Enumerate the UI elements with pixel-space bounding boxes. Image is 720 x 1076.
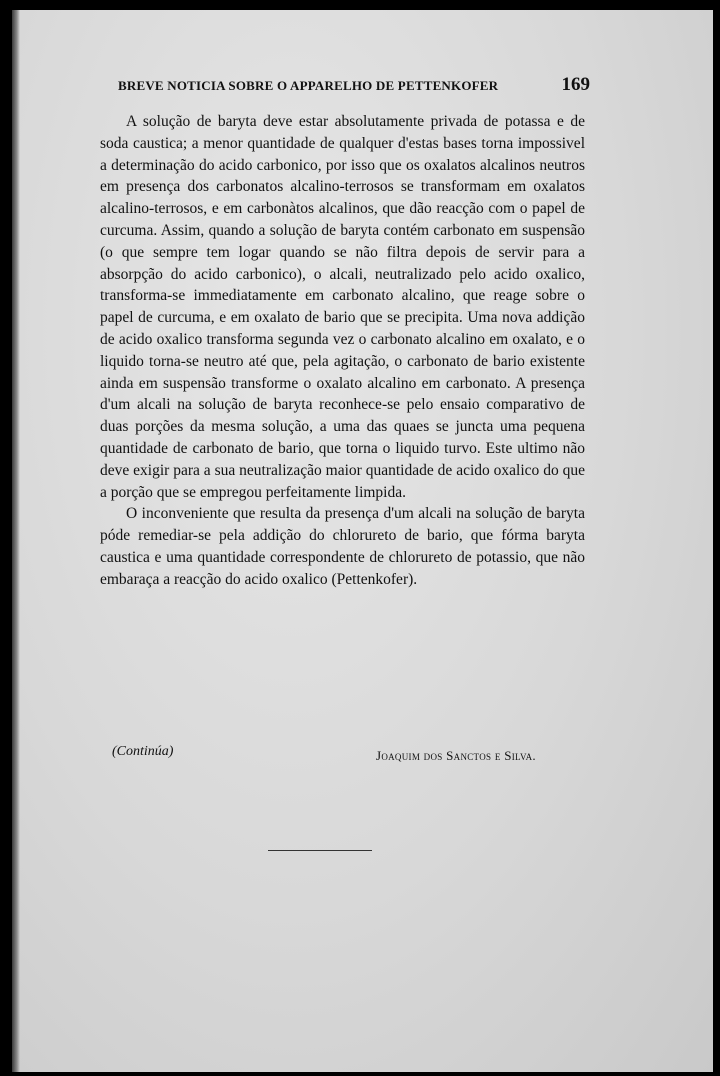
section-divider bbox=[268, 850, 372, 851]
paragraph: A solução de baryta deve estar absolutamente privada de potassa e de soda caustica; a menor quantidade de qualquer d'estas bases torna impossivel a determinação do acido carbonico, por isso que os oxalatos alcalinos neutros em presença dos carbonatos alcalino-terrosos se transformam em oxalatos alcalino-terrosos, e em carbonàtos alcalinos, que dão reacção com o papel de curcuma. Assim, quando a solução de baryta contém carbonato em suspensão (o que sempre tem logar quando se não filtra depois de servir para a absorpção do acido carbonico), o alcali, neutralizado pelo acido oxalico, transforma-se immediatamente em carbonato alcalino, que reage sobre o papel de curcuma, e em oxalato de bario que se precipita. Uma nova addição de acido oxalico transforma segunda vez o carbonato alcalino em oxalato, e o liquido torna-se neutro até que, pela agitação, o carbonato de bario existente ainda em suspensão transforme o oxalato alcalino em carbonato. A presença d'um alcali na solução de baryta reconhece-se pelo ensaio comparativo de duas porções da mesma solução, a uma das quaes se juncta uma pequena quantidade de carbonato de bario, que torna o liquido turvo. Este ultimo não deve exigir para a sua neutralização maior quantidade de acido oxalico do que a porção que se empregou perfeitamente limpida. bbox=[100, 113, 585, 501]
book-page bbox=[12, 10, 713, 1072]
paragraph: O inconveniente que resulta da presença d'um alcali na solução de baryta póde remediar-se pela addição do chlorureto de bario, que fórma baryta caustica e uma quantidade correspondente de chlorureto de potassio, que não embaraça a reacção do acido oxalico (Pettenkofer). bbox=[100, 505, 585, 588]
signature-line bbox=[100, 744, 536, 766]
article-body bbox=[100, 111, 585, 591]
running-title: BREVE NOTICIA SOBRE O APPARELHO DE PETTENKOFER bbox=[118, 78, 499, 93]
page-binding-edge bbox=[12, 10, 20, 1072]
page-number: 169 bbox=[561, 74, 590, 95]
running-header bbox=[118, 74, 590, 96]
author-signature: Joaquim dos Sanctos e Silva. bbox=[375, 748, 536, 763]
continued-note: (Continúa) bbox=[112, 744, 174, 759]
